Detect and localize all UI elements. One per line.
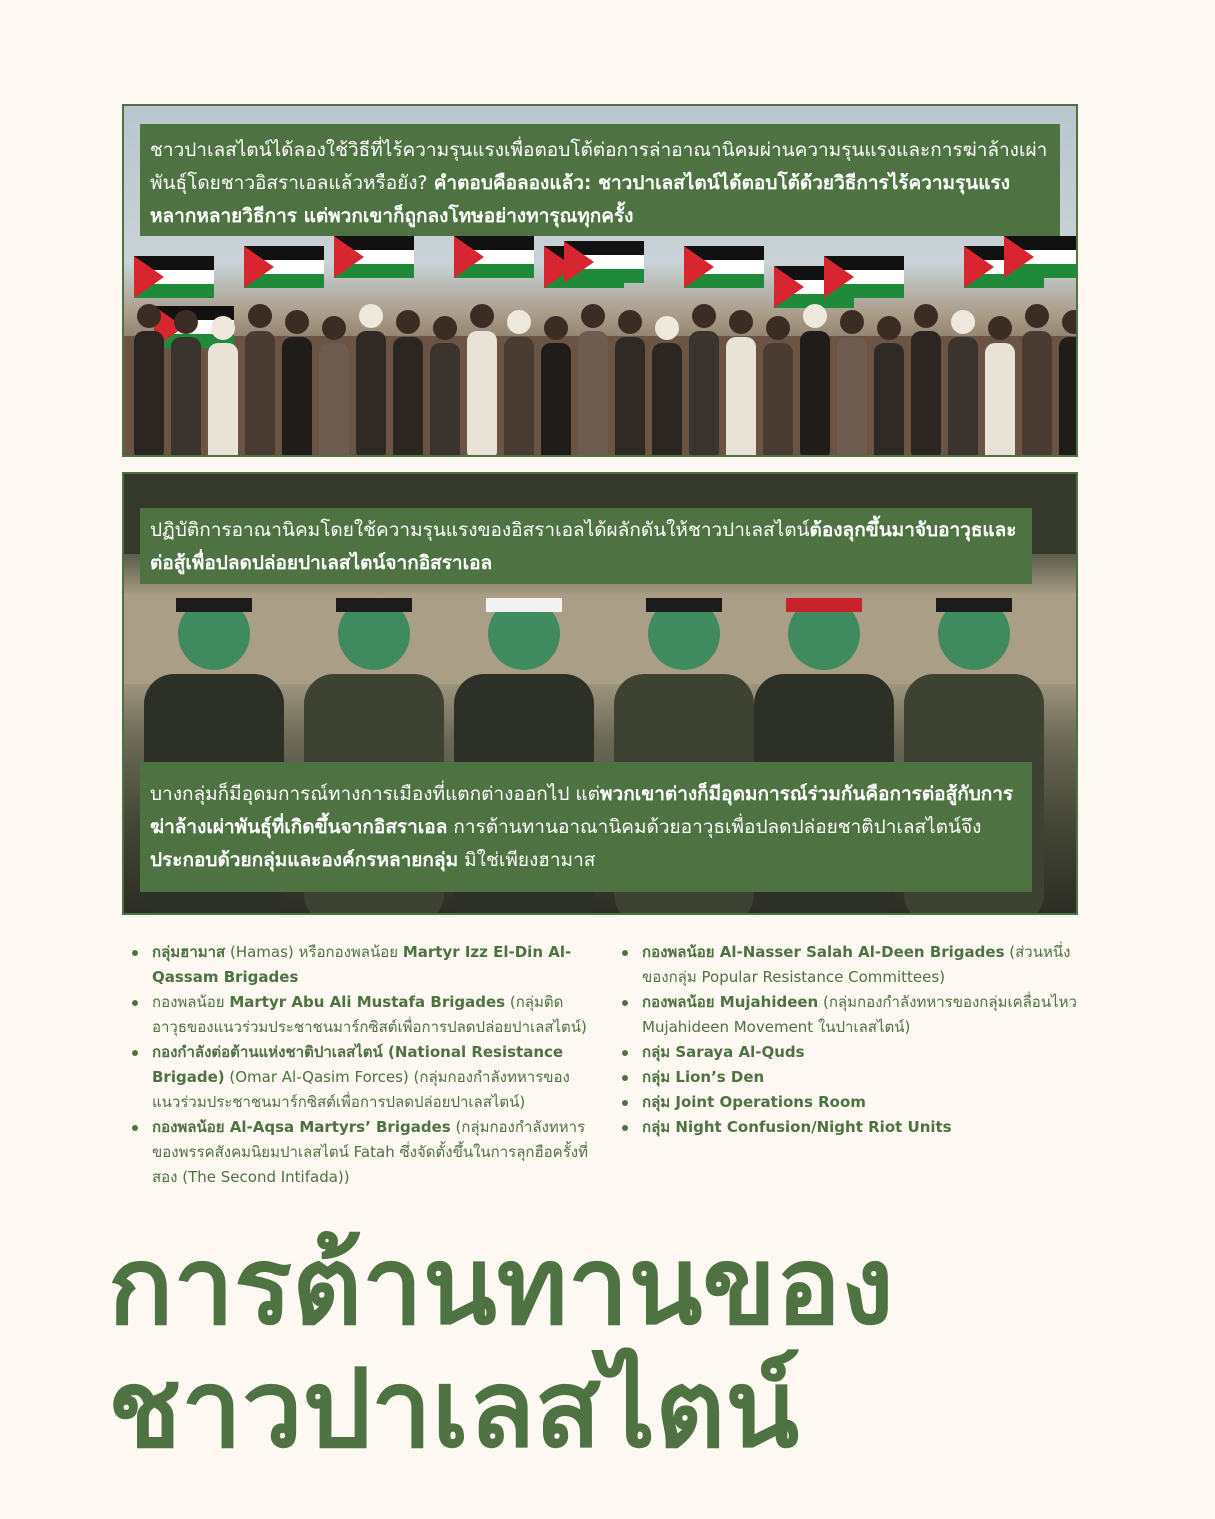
person-figure [134, 331, 164, 457]
palestinian-flags [134, 236, 1078, 348]
person-head [248, 304, 272, 328]
caption-run-text-0: บางกลุ่มก็มีอุดมการณ์ทางการเมืองที่แตกต่างออกไป แต่ [150, 783, 601, 805]
person-head [840, 310, 864, 334]
person-head [988, 316, 1012, 340]
group-run-text-1: (ส่วนหนึ่งของกลุ่ม Popular Resistance Committees) [642, 943, 1071, 986]
person-figure [652, 343, 682, 457]
group-run-bold-0: กลุ่ม Lion’s Den [642, 1068, 765, 1086]
person-head [322, 316, 346, 340]
person-figure [171, 337, 201, 457]
person-head [433, 316, 457, 340]
group-run-bold-0: กลุ่ม Saraya Al-Quds [642, 1043, 805, 1061]
group-run-bold-0: กลุ่มฮามาส [152, 943, 226, 961]
group-run-bold-0: กองพลน้อย Al-Aqsa Martyrs’ Brigades [152, 1118, 451, 1136]
flag-icon [334, 236, 414, 278]
person-head [470, 304, 494, 328]
group-run-text-1: (Hamas) หรือกองพลน้อย [225, 943, 403, 961]
person-head [174, 310, 198, 334]
person-figure [578, 331, 608, 457]
headband [486, 598, 562, 612]
person-head [803, 304, 827, 328]
person-figure [874, 343, 904, 457]
group-run-bold-0: กลุ่ม Joint Operations Room [642, 1093, 866, 1111]
person-head [618, 310, 642, 334]
group-run-text-1: (กลุ่มกองกำลังทหารของพรรคสังคมนิยมปาเลสไตน์ Fatah ซึ่งจัดตั้งขึ้นในการลุกฮือครั้งที่สอง (The Second Intifada)) [152, 1118, 588, 1186]
person-figure [948, 337, 978, 457]
person-head [914, 304, 938, 328]
photo1-caption [140, 124, 1060, 236]
person-figure [356, 331, 386, 457]
person-head [507, 310, 531, 334]
list-item [620, 1040, 1080, 1065]
person-figure [282, 337, 312, 457]
person-head [137, 304, 161, 328]
headband [176, 598, 252, 612]
person-head [951, 310, 975, 334]
group-run-bold-0: กลุ่ม Night Confusion/Night Riot Units [642, 1118, 952, 1136]
group-run-text-2: (กลุ่มติดอาวุธของแนวร่วมประชาชนมาร์กซิสต์เพื่อการปลดปล่อยปาเลสไตน์) [152, 993, 587, 1036]
person-figure [985, 343, 1015, 457]
caption-run-text-0: ชาวปาเลสไตน์ได้ลองใช้วิธีที่ไร้ความรุนแรงเพื่อตอบโต้ต่อการล่าอาณานิคมผ่านความรุนแรงและการฆ่าล้างเผ่าพันธุ์โดยชาวอิสราเอลแล้วหรือยัง? [150, 139, 1048, 194]
list-item [130, 990, 590, 1040]
groups-right-column [620, 940, 1080, 1140]
headband [336, 598, 412, 612]
protest-photo [122, 104, 1078, 457]
caption-run-text-2: การต้านทานอาณานิคมด้วยอาวุธเพื่อปลดปล่อยชาติปาเลสไตน์จึง [447, 816, 982, 838]
group-run-text-0: กองพลน้อย [152, 993, 230, 1011]
flag-icon [564, 241, 644, 283]
person-figure [245, 331, 275, 457]
flag-icon [824, 256, 904, 298]
person-head [692, 304, 716, 328]
flag-icon [1004, 236, 1078, 278]
person-figure [504, 337, 534, 457]
person-figure [541, 343, 571, 457]
group-run-bold-0: กองพลน้อย Al-Nasser Salah Al-Deen Brigades [642, 943, 1005, 961]
headband [646, 598, 722, 612]
photo2-caption-bottom [140, 762, 1032, 892]
group-run-bold-0: กองพลน้อย Mujahideen [642, 993, 819, 1011]
person-head [1062, 310, 1078, 334]
person-head [729, 310, 753, 334]
list-item [130, 1115, 590, 1190]
groups-left-column [130, 940, 590, 1190]
headband [936, 598, 1012, 612]
caption-run-bold-1: ต้องลุกขึ้นมาจับอาวุธและต่อสู้เพื่อปลดปล่อยปาเลสไตน์จากอิสราเอล [150, 519, 1017, 574]
person-figure [615, 337, 645, 457]
caption-run-bold-1: คำตอบคือลองแล้ว: ชาวปาเลสไตน์ได้ตอบโต้ด้วยวิธีการไร้ความรุนแรงหลากหลายวิธีการ แต่พวกเขาก็ถูกลงโทษอย่างทารุณทุกครั้ง [150, 172, 1010, 227]
list-item [620, 1115, 1080, 1140]
person-head [359, 304, 383, 328]
caption-run-bold-3: ประกอบด้วยกลุ่มและองค์กรหลายกลุ่ม [150, 849, 459, 871]
photo2-caption-top [140, 508, 1032, 584]
flag-icon [244, 246, 324, 288]
list-item [130, 940, 590, 990]
list-item [620, 1065, 1080, 1090]
caption-run-text-0: ปฏิบัติการอาณานิคมโดยใช้ความรุนแรงของอิสราเอลได้ผลักดันให้ชาวปาเลสไตน์ [150, 519, 810, 541]
list-item [130, 1040, 590, 1115]
group-run-bold-0: กองกำลังต่อต้านแห่งชาติปาเลสไตน์ (National Resistance Brigade) [152, 1043, 564, 1086]
person-head [766, 316, 790, 340]
group-run-bold-2: Martyr Izz El-Din Al-Qassam Brigades [152, 943, 572, 986]
page-title-line-2: ชาวปาเลสไตน์ [108, 1347, 800, 1472]
person-head [581, 304, 605, 328]
person-figure [689, 331, 719, 457]
headband [786, 598, 862, 612]
fighters-photo [122, 472, 1078, 915]
list-item [620, 940, 1080, 990]
list-item [620, 990, 1080, 1040]
caption-run-bold-1: พวกเขาต่างก็มีอุดมการณ์ร่วมกันคือการต่อสู้กับการฆ่าล้างเผ่าพันธุ์ที่เกิดขึ้นจากอิสราเอล [150, 783, 1014, 838]
person-figure [726, 337, 756, 457]
person-figure [1022, 331, 1052, 457]
person-figure [837, 337, 867, 457]
person-head [655, 316, 679, 340]
person-figure [467, 331, 497, 457]
flag-icon [454, 236, 534, 278]
caption-run-text-4: มิใช่เพียงฮามาส [458, 849, 596, 871]
page-title-line-1: การต้านทานของ [108, 1224, 894, 1349]
group-run-text-1: (Omar Al-Qasim Forces) (กลุ่มกองกำลังทหารของแนวร่วมประชาชนมาร์กซิสต์เพื่อการปลดปล่อยปาเลสไตน์) [152, 1068, 570, 1111]
flag-icon [134, 256, 214, 298]
person-figure [800, 331, 830, 457]
person-head [396, 310, 420, 334]
person-figure [208, 343, 238, 457]
person-figure [393, 337, 423, 457]
person-head [877, 316, 901, 340]
person-figure [911, 331, 941, 457]
group-run-text-1: (กลุ่มกองกำลังทหารของกลุ่มเคลื่อนไหว Mujahideen Movement ในปาเลสไตน์) [642, 993, 1077, 1036]
person-head [1025, 304, 1049, 328]
flag-icon [684, 246, 764, 288]
list-item [620, 1090, 1080, 1115]
person-head [544, 316, 568, 340]
person-figure [763, 343, 793, 457]
group-run-bold-1: Martyr Abu Ali Mustafa Brigades [229, 993, 506, 1011]
person-head [285, 310, 309, 334]
person-figure [1059, 337, 1078, 457]
person-figure [319, 343, 349, 457]
person-head [211, 316, 235, 340]
person-figure [430, 343, 460, 457]
